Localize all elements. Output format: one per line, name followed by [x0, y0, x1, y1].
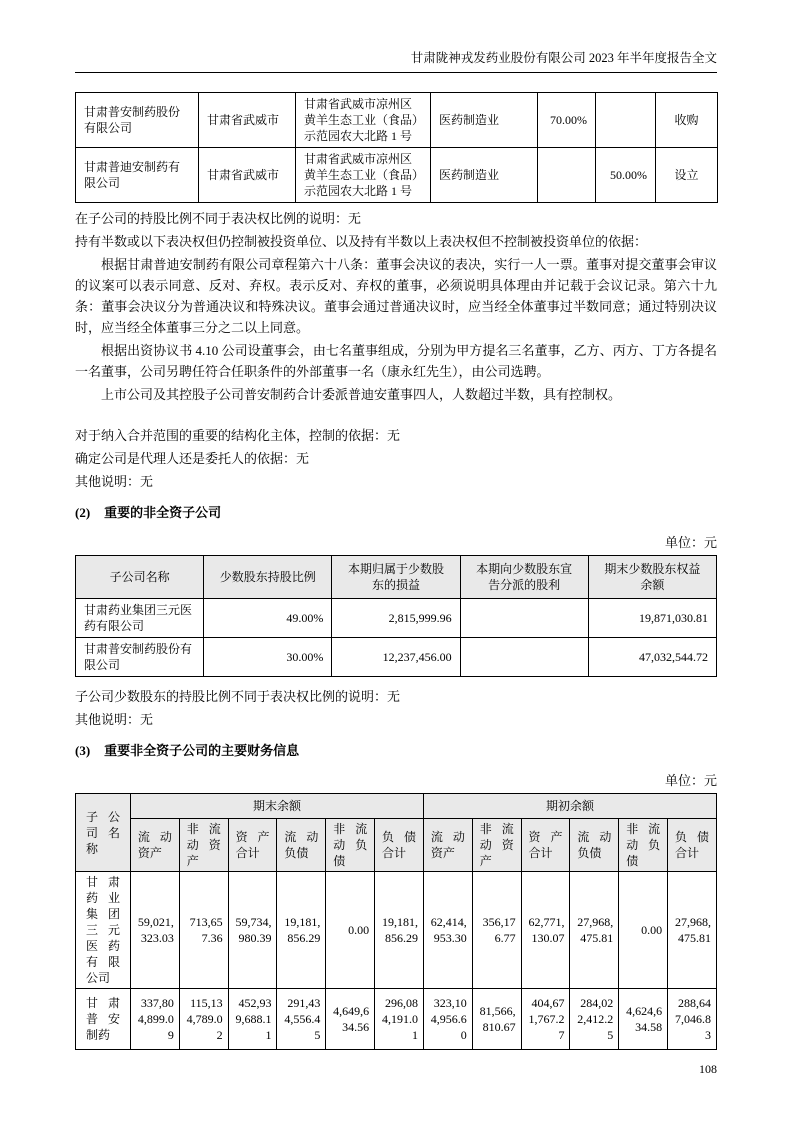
minority-row: [76, 599, 717, 638]
subsidiary-name-cell: 甘肃普安制药股份有限公司: [76, 93, 199, 148]
acquisition-method-cell: 设立: [656, 148, 718, 203]
ending-noncurrent-assets-cell: 115,134,789.02: [179, 989, 228, 1050]
unit-label: 单位：元: [664, 773, 717, 788]
note-other: 其他说明：无: [75, 474, 154, 489]
beginning-current-liabilities-cell: 284,022,412.25: [570, 989, 619, 1050]
minority-profit-cell: 12,237,456.00: [332, 638, 460, 677]
subsidiary-name-cell: 甘肃药业集团三元医药有限公司: [76, 599, 204, 638]
notes-block: [75, 208, 717, 492]
beginning-current-liabilities-cell: 27,968,475.81: [570, 872, 619, 989]
indirect-holding-cell: [596, 93, 656, 148]
beginning-noncurrent-liabilities-cell: 0.00: [619, 872, 668, 989]
minority-equity-cell: 47,032,544.72: [588, 638, 716, 677]
subsidiary-address-cell: 甘肃省武威市凉州区黄羊生态工业（食品）示范园农大北路 1 号: [296, 93, 431, 148]
col-header-current-liabilities: 流动负债: [277, 819, 326, 872]
minority-profit-cell: 2,815,999.96: [332, 599, 460, 638]
section-3-title: 重要非全资子公司的主要财务信息: [104, 743, 300, 758]
subsidiary-industry-cell: 医药制造业: [431, 148, 538, 203]
beginning-noncurrent-liabilities-cell: 4,624,634.58: [619, 989, 668, 1050]
section-2-number: (2): [75, 505, 91, 520]
col-header-current-assets: 流动资产: [423, 819, 472, 872]
minority-voting-note: 子公司少数股东的持股比例不同于表决权比例的说明：无: [75, 689, 401, 704]
col-header-minority-profit: 本期归属于少数股东的损益: [332, 556, 460, 599]
note-investment-agreement: 根据出资协议书 4.10 公司设董事会，由七名董事组成，分别为甲方提名三名董事，乙方、丙方、丁方各提名一名董事，公司另聘任符合任职条件的外部董事一名（康永红先生），由公司选聘。: [75, 343, 717, 379]
col-header-minority-equity: 期末少数股东权益余额: [588, 556, 716, 599]
subsidiary-name-cell: 甘肃普迪安制药有限公司: [76, 148, 199, 203]
financials-row: [76, 989, 717, 1050]
note-agent-principal: 确定公司是代理人还是委托人的依据：无: [75, 451, 310, 466]
col-header-noncurrent-liabilities: 非流动负债: [619, 819, 668, 872]
col-header-current-liabilities: 流动负债: [570, 819, 619, 872]
doc-header: [75, 0, 717, 73]
acquisition-method-cell: 收购: [656, 93, 718, 148]
subsidiary-name-cell: 甘肃药业集团三元医药有限公司: [76, 872, 131, 989]
ending-noncurrent-liabilities-cell: 4,649,634.56: [326, 989, 375, 1050]
minority-ratio-cell: 49.00%: [204, 599, 332, 638]
col-header-noncurrent-assets: 非流动资产: [179, 819, 228, 872]
col-header-current-assets: 流动资产: [131, 819, 180, 872]
col-header-total-liabilities: 负债合计: [375, 819, 424, 872]
note-articles: 根据甘肃普迪安制药有限公司章程第六十八条：董事会决议的表决，实行一人一票。董事对提交董事会审议的议案可以表示同意、反对、弃权。表示反对、弃权的董事，必须说明具体理由并记载于会议记录。第六十九条：董事会决议分为普通决议和特殊决议。董事会通过普通决议时，应当经全体董事过半数同意；通过特别决议时，应当经全体董事三分之二以上同意。: [75, 257, 717, 335]
page-number: 108: [699, 1062, 717, 1076]
report-title: 甘肃陇神戎发药业股份有限公司 2023 年半年度报告全文: [410, 51, 717, 65]
unit-label: 单位：元: [664, 535, 717, 550]
minority-other-note: 其他说明：无: [75, 712, 154, 727]
ending-current-liabilities-cell: 291,434,556.45: [277, 989, 326, 1050]
note-voting-ratio: 在子公司的持股比例不同于表决权比例的说明：无: [75, 211, 362, 226]
ending-current-liabilities-cell: 19,181,856.29: [277, 872, 326, 989]
subsidiary-location-cell: 甘肃省武威市: [199, 93, 296, 148]
minority-dividend-cell: [460, 599, 588, 638]
note-board-control: 上市公司及其控股子公司普安制药合计委派普迪安董事四人，人数超过半数，具有控制权。: [101, 387, 622, 402]
col-header-minority-dividend: 本期向少数股东宣告分派的股利: [460, 556, 588, 599]
col-header-noncurrent-liabilities: 非流动负债: [326, 819, 375, 872]
section-3-number: (3): [75, 743, 91, 758]
subsidiary-row: [76, 93, 718, 148]
corner-header-label: 子公司名称: [86, 809, 120, 856]
corner-header-cell: [76, 794, 131, 872]
beginning-total-liabilities-cell: 27,968,475.81: [668, 872, 717, 989]
beginning-total-assets-cell: 404,671,767.27: [521, 989, 570, 1050]
col-header-total-liabilities: 负债合计: [668, 819, 717, 872]
section-2-heading: [75, 504, 717, 522]
section-2-title: 重要的非全资子公司: [104, 505, 222, 520]
subsidiary-industry-cell: 医药制造业: [431, 93, 538, 148]
direct-holding-cell: 70.00%: [538, 93, 596, 148]
col-header-noncurrent-assets: 非流动资产: [472, 819, 521, 872]
financials-row: [76, 872, 717, 989]
financials-table: [75, 793, 717, 1050]
table-header-row: [76, 556, 717, 599]
col-header-total-assets: 资产合计: [228, 819, 277, 872]
section-3-heading: [75, 742, 717, 760]
beginning-current-assets-cell: 62,414,953.30: [423, 872, 472, 989]
ending-total-liabilities-cell: 296,084,191.01: [375, 989, 424, 1050]
beginning-noncurrent-assets-cell: 356,176.77: [472, 872, 521, 989]
subsidiary-name-cell: 甘肃普安制药: [76, 989, 131, 1050]
subsidiary-location-cell: 甘肃省武威市: [199, 148, 296, 203]
beginning-total-liabilities-cell: 288,647,046.83: [668, 989, 717, 1050]
sub-header-row: [76, 819, 717, 872]
minority-equity-cell: 19,871,030.81: [588, 599, 716, 638]
col-header-total-assets: 资产合计: [521, 819, 570, 872]
note-control-basis-label: 持有半数或以下表决权但仍控制被投资单位、以及持有半数以上表决权但不控制被投资单位的依据：: [75, 234, 648, 249]
ending-total-liabilities-cell: 19,181,856.29: [375, 872, 424, 989]
ending-total-assets-cell: 59,734,980.39: [228, 872, 277, 989]
beginning-balance-group-header: 期初余额: [423, 794, 716, 819]
subsidiary-row: [76, 148, 718, 203]
subsidiary-address-cell: 甘肃省武威市凉州区黄羊生态工业（食品）示范园农大北路 1 号: [296, 148, 431, 203]
minority-ratio-cell: 30.00%: [204, 638, 332, 677]
minority-interest-table: [75, 555, 717, 677]
ending-noncurrent-assets-cell: 713,657.36: [179, 872, 228, 989]
direct-holding-cell: [538, 148, 596, 203]
col-header-minority-ratio: 少数股东持股比例: [204, 556, 332, 599]
ending-current-assets-cell: 337,804,899.09: [131, 989, 180, 1050]
minority-dividend-cell: [460, 638, 588, 677]
beginning-total-assets-cell: 62,771,130.07: [521, 872, 570, 989]
note-structured-entity: 对于纳入合并范围的重要的结构化主体，控制的依据：无: [75, 428, 401, 443]
ending-total-assets-cell: 452,939,688.11: [228, 989, 277, 1050]
subsidiaries-table: [75, 92, 718, 203]
beginning-current-assets-cell: 323,104,956.60: [423, 989, 472, 1050]
group-header-row: [76, 794, 717, 819]
col-header-subsidiary-name: 子公司名称: [76, 556, 204, 599]
beginning-noncurrent-assets-cell: 81,566,810.67: [472, 989, 521, 1050]
subsidiary-name-cell: 甘肃普安制药股份有限公司: [76, 638, 204, 677]
indirect-holding-cell: 50.00%: [596, 148, 656, 203]
minority-row: [76, 638, 717, 677]
ending-current-assets-cell: 59,021,323.03: [131, 872, 180, 989]
ending-balance-group-header: 期末余额: [131, 794, 424, 819]
ending-noncurrent-liabilities-cell: 0.00: [326, 872, 375, 989]
